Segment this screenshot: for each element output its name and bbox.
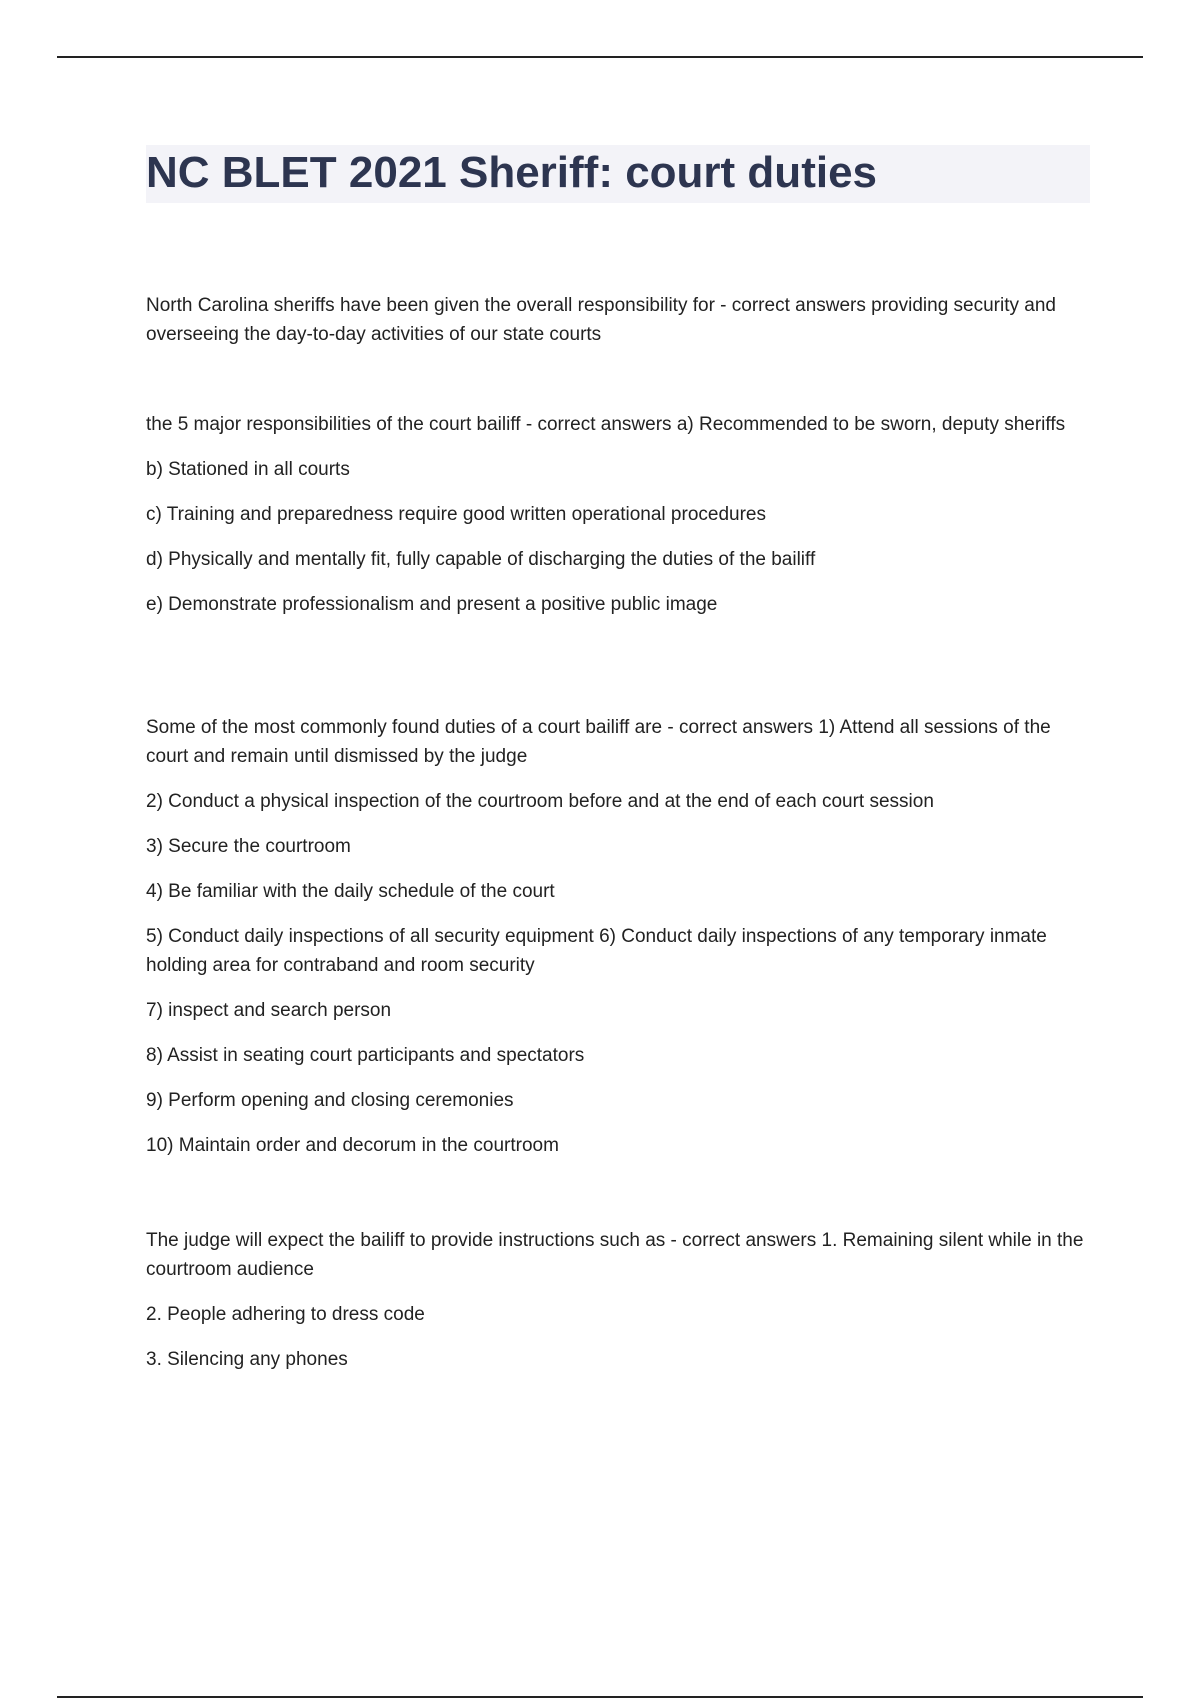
- qa-line: 10) Maintain order and decorum in the courtroom: [146, 1135, 559, 1156]
- top-rule: [57, 56, 1143, 58]
- qa-line: d) Physically and mentally fit, fully capable of discharging the duties of the bailiff: [146, 549, 816, 570]
- qa-line: The judge will expect the bailiff to provide instructions such as - correct answers 1. Remaining silent while in the courtroom audience: [146, 1230, 1084, 1280]
- qa-item: [146, 713, 1090, 1176]
- page-title: NC BLET 2021 Sheriff: court duties: [146, 148, 878, 197]
- qa-item: [146, 1226, 1090, 1390]
- qa-line: e) Demonstrate professionalism and present a positive public image: [146, 594, 718, 615]
- qa-line: 7) inspect and search person: [146, 1000, 392, 1021]
- qa-line: 2) Conduct a physical inspection of the courtroom before and at the end of each court session: [146, 791, 934, 812]
- bottom-rule: [57, 1696, 1143, 1698]
- qa-line: 9) Perform opening and closing ceremonies: [146, 1090, 514, 1111]
- qa-line: 8) Assist in seating court participants and spectators: [146, 1045, 585, 1066]
- qa-line: c) Training and preparedness require good written operational procedures: [146, 504, 766, 525]
- qa-item: [146, 410, 1090, 635]
- qa-line: 4) Be familiar with the daily schedule of the court: [146, 881, 555, 902]
- qa-line: the 5 major responsibilities of the court bailiff - correct answers a) Recommended to be sworn, deputy sheriffs: [146, 414, 1066, 435]
- qa-line: b) Stationed in all courts: [146, 459, 350, 480]
- qa-item: [146, 291, 1090, 365]
- qa-line: 5) Conduct daily inspections of all security equipment 6) Conduct daily inspections of any temporary inmate holding area for contraband and room security: [146, 926, 1047, 976]
- qa-line: 2. People adhering to dress code: [146, 1304, 425, 1325]
- qa-line: 3) Secure the courtroom: [146, 836, 351, 857]
- qa-line: Some of the most commonly found duties of a court bailiff are - correct answers 1) Attend all sessions of the court and remain until dismissed by the judge: [146, 717, 1051, 767]
- qa-line: 3. Silencing any phones: [146, 1349, 348, 1370]
- qa-line: North Carolina sheriffs have been given the overall responsibility for - correct answers providing security and overseeing the day-to-day activities of our state courts: [146, 295, 1056, 345]
